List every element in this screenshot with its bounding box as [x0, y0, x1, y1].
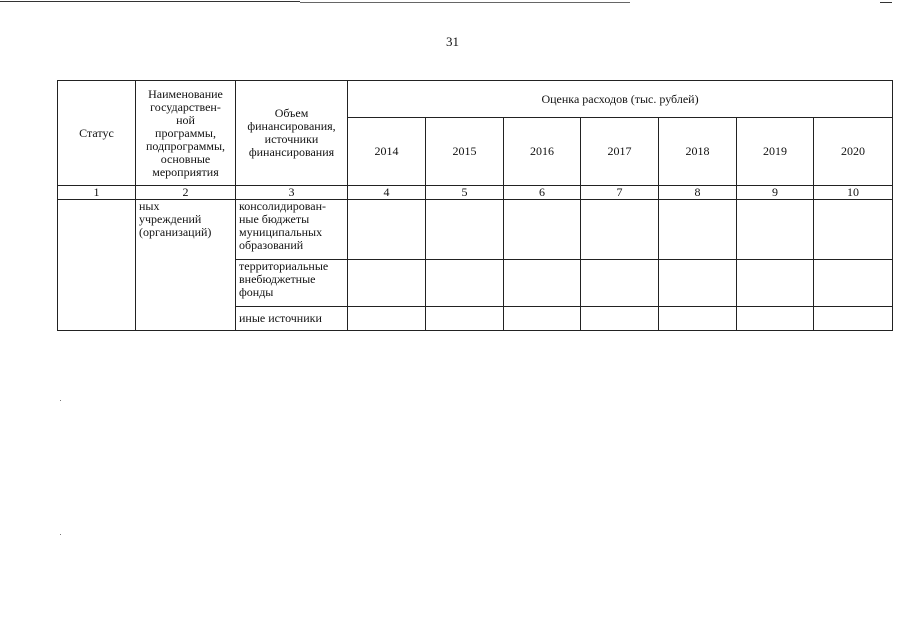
column-number: 6 — [504, 186, 581, 200]
column-number: 10 — [814, 186, 893, 200]
source-line: ные бюджеты — [239, 212, 310, 226]
header-financing-line: Объем — [274, 106, 309, 120]
value-cell — [814, 260, 893, 307]
scan-artifact-line — [300, 2, 630, 3]
header-program-line: государствен- — [150, 99, 221, 114]
header-year: 2015 — [426, 118, 504, 186]
source-cell — [236, 260, 348, 307]
column-number: 9 — [737, 186, 814, 200]
column-number: 4 — [348, 186, 426, 200]
header-program-line: ной — [176, 112, 195, 127]
table-row — [58, 200, 893, 260]
source-line: иные источники — [239, 311, 322, 325]
page-number: 31 — [446, 34, 459, 49]
column-number: 7 — [581, 186, 659, 200]
value-cell — [504, 307, 581, 331]
source-cell — [236, 307, 348, 331]
column-number: 1 — [58, 186, 136, 200]
value-cell — [659, 260, 737, 307]
value-cell — [581, 307, 659, 331]
column-number: 2 — [136, 186, 236, 200]
header-financing-line: финансирования — [248, 145, 335, 159]
source-line: муниципальных — [239, 225, 323, 239]
header-status: Статус — [58, 81, 136, 186]
header-program-line: основные — [160, 151, 211, 166]
value-cell — [581, 260, 659, 307]
budget-table — [57, 80, 893, 331]
value-cell — [659, 307, 737, 331]
header-year: 2018 — [659, 118, 737, 186]
source-cell — [236, 200, 348, 260]
header-year: 2019 — [737, 118, 814, 186]
header-financing-line: источники — [264, 132, 319, 146]
header-estimate: Оценка расходов (тыс. рублей) — [348, 81, 893, 118]
source-line: консолидирован- — [239, 199, 326, 213]
body-program-line: ных — [139, 199, 160, 213]
header-row-1 — [58, 81, 893, 118]
scan-artifact-line — [0, 1, 300, 2]
value-cell — [426, 260, 504, 307]
source-line: территориальные — [239, 259, 329, 273]
value-cell — [737, 307, 814, 331]
header-financing-line: финансирования, — [247, 119, 336, 133]
header-year: 2014 — [348, 118, 426, 186]
scan-artifact-line — [880, 2, 892, 3]
value-cell — [348, 260, 426, 307]
header-year: 2020 — [814, 118, 893, 186]
header-program-line: мероприятия — [152, 164, 219, 179]
scan-speckle — [60, 400, 61, 401]
scan-speckle — [60, 534, 61, 535]
value-cell — [426, 200, 504, 260]
value-cell — [426, 307, 504, 331]
source-line: фонды — [239, 285, 274, 299]
value-cell — [737, 260, 814, 307]
body-program-line: (организаций) — [139, 225, 212, 239]
header-program-line: Наименование — [148, 86, 223, 101]
value-cell — [814, 200, 893, 260]
column-number-row — [58, 186, 893, 200]
value-cell — [348, 307, 426, 331]
column-number: 8 — [659, 186, 737, 200]
value-cell — [659, 200, 737, 260]
body-program-name — [136, 200, 236, 331]
value-cell — [504, 260, 581, 307]
body-program-line: учреждений — [139, 212, 202, 226]
value-cell — [504, 200, 581, 260]
header-program-line: подпрограммы, — [145, 138, 226, 153]
header-year: 2017 — [581, 118, 659, 186]
value-cell — [814, 307, 893, 331]
value-cell — [737, 200, 814, 260]
body-status — [58, 200, 136, 331]
value-cell — [581, 200, 659, 260]
source-line: внебюджетные — [239, 272, 316, 286]
column-number: 3 — [236, 186, 348, 200]
value-cell — [348, 200, 426, 260]
header-program-line: программы, — [155, 125, 216, 140]
header-financing — [236, 81, 348, 186]
column-number: 5 — [426, 186, 504, 200]
source-line: образований — [239, 238, 304, 252]
header-program-name — [136, 81, 236, 186]
header-year: 2016 — [504, 118, 581, 186]
